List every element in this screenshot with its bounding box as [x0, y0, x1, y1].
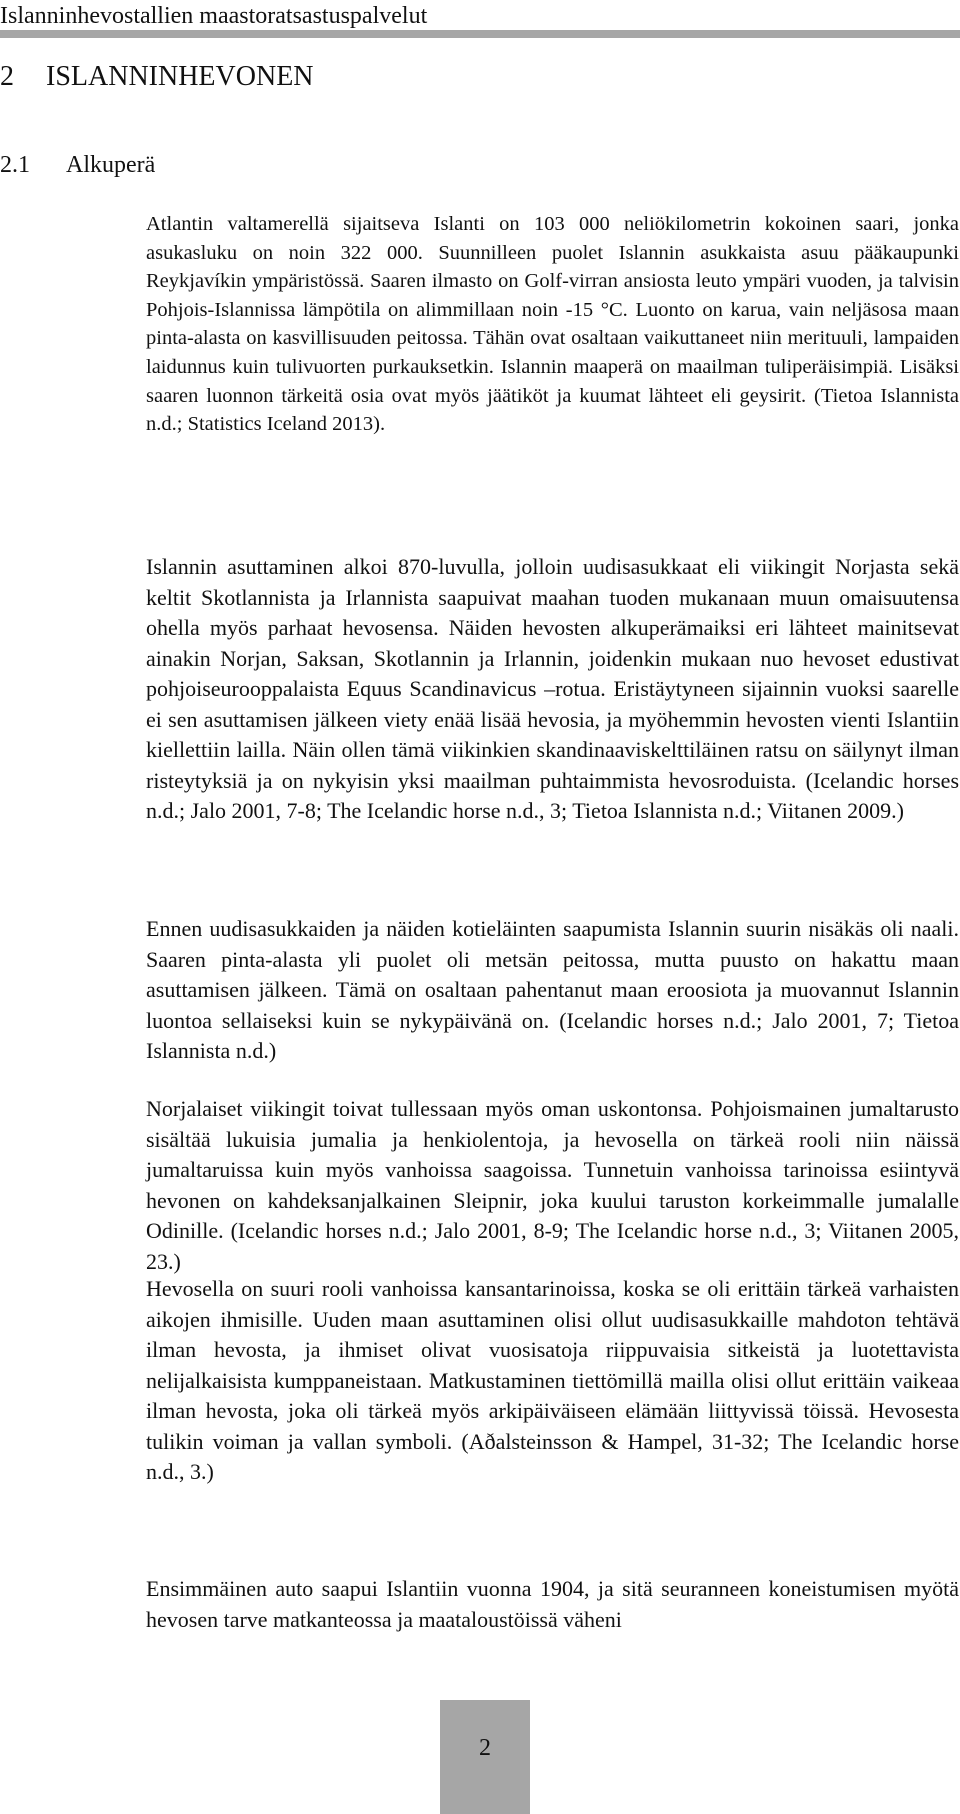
section-heading	[0, 150, 155, 180]
chapter-heading	[0, 60, 314, 94]
paragraph-6: Ensimmäinen auto saapui Islantiin vuonna 1904, ja sitä seuranneen koneistumisen myötä hevosen tarve matkanteossa ja maataloustöissä väheni	[146, 1576, 959, 1632]
paragraph-1: Atlantin valtamerellä sijaitseva Islanti on 103 000 neliökilometrin kokoinen saari, jonka asukasluku on noin 322 000. Suunnilleen puolet Islannin asukkaista asuu pääkaupunki Reykjavíkin ympäristössä. Saaren ilmasto on Golf-virran ansiosta leuto ympäri vuoden, ja talvisin Pohjois-Islannissa lämpötila on alimmillaan noin -15 °C. Luonto on karua, vain neljäsosa maan pinta-alasta on kasvillisuuden peitossa. Tähän ovat osaltaan vaikuttaneet niin merituuli, lampaiden laidunnus kuin tulivuorten purkauksetkin. Islannin maaperä on maailman tuliperäisimpiä. Lisäksi saaren luonnon tärkeitä osia ovat myös jäätiköt ja kuumat lähteet eli geysirit. (Tietoa Islannista n.d.; Statistics Iceland 2013).	[146, 213, 959, 436]
paragraph-4: Norjalaiset viikingit toivat tullessaan myös oman uskontonsa. Pohjoismainen jumaltarusto sisältää lukuisia jumalia ja henkiolentoja, ja hevosella on tärkeä rooli niin näissä jumaltaruissa kuin myös vanhoissa saagoissa. Tunnetuin vanhoissa tarinoissa esiintyvä hevonen on kahdeksanjalkainen Sleipnir, joka kuului taruston korkeimmalle jumalalle Odinille. (Icelandic horses n.d.; Jalo 2001, 8-9; The Icelandic horse n.d., 3; Viitanen 2005, 23.)	[146, 1096, 959, 1274]
page-number: 2	[479, 1735, 491, 1761]
header-rule	[0, 30, 960, 38]
chapter-number: 2	[0, 61, 14, 92]
section-title: Alkuperä	[66, 152, 156, 178]
chapter-title: ISLANNINHEVONEN	[46, 61, 314, 92]
page-number-box	[440, 1700, 530, 1814]
paragraph-2: Islannin asuttaminen alkoi 870-luvulla, jolloin uudisasukkaat eli viikingit Norjasta sekä keltit Skotlannista ja Irlannista saapuivat maahan tuoden mukanaan muun omaisuutensa ohella myös parhaat hevosensa. Näiden hevosten alkuperämaiksi eri lähteet mainitsevat ainakin Norjan, Saksan, Skotlannin ja Irlannin, joidenkin mukaan nuo hevoset edustivat pohjoiseurooppalaista Equus Scandinavicus –rotua. Eristäytyneen sijainnin vuoksi saarelle ei sen asuttamisen jälkeen viety enää lisää hevosia, ja myöhemmin hevosten vienti Islantiin kiellettiin lailla. Näin ollen tämä viikinkien skandinaaviskelttiläinen ratsu on säilynyt ilman risteytyksiä ja on nykyisin yksi maailman puhtaimmista hevosroduista. (Icelandic horses n.d.; Jalo 2001, 7-8; The Icelandic horse n.d., 3; Tietoa Islannista n.d.; Viitanen 2009.)	[146, 554, 959, 823]
section-number: 2.1	[0, 152, 30, 178]
paragraph-3: Ennen uudisasukkaiden ja näiden kotieläinten saapumista Islannin suurin nisäkäs oli naali. Saaren pinta-alasta yli puolet oli metsän peitossa, mutta puusto on hakattu maan asuttamisen jälkeen. Tämä on osaltaan pahentanut maan eroosiota ja muovannut Islannin luontoa sellaiseksi kuin se nykypäivänä on. (Icelandic horses n.d.; Jalo 2001, 7; Tietoa Islannista n.d.)	[146, 916, 959, 1063]
running-header: Islanninhevostallien maastoratsastuspalvelut	[0, 3, 428, 29]
paragraph-5: Hevosella on suuri rooli vanhoissa kansantarinoissa, koska se oli erittäin tärkeä varhaisten aikojen ihmisille. Uuden maan asuttaminen olisi ollut uudisasukkaille mahdoton tehtävä ilman hevosta, ja ihmiset olivat vuosisatoja riippuvaisia sitkeistä ja luotettavista nelijalkaisista kumppaneistaan. Matkustaminen tiettömillä mailla olisi ollut erittäin vaikeaa ilman hevosta, joka oli tärkeä myös arkipäiväiseen elämään liittyvissä töissä. Hevosesta tulikin voiman ja vallan symboli. (Aðalsteinsson & Hampel, 31-32; The Icelandic horse n.d., 3.)	[146, 1276, 959, 1484]
